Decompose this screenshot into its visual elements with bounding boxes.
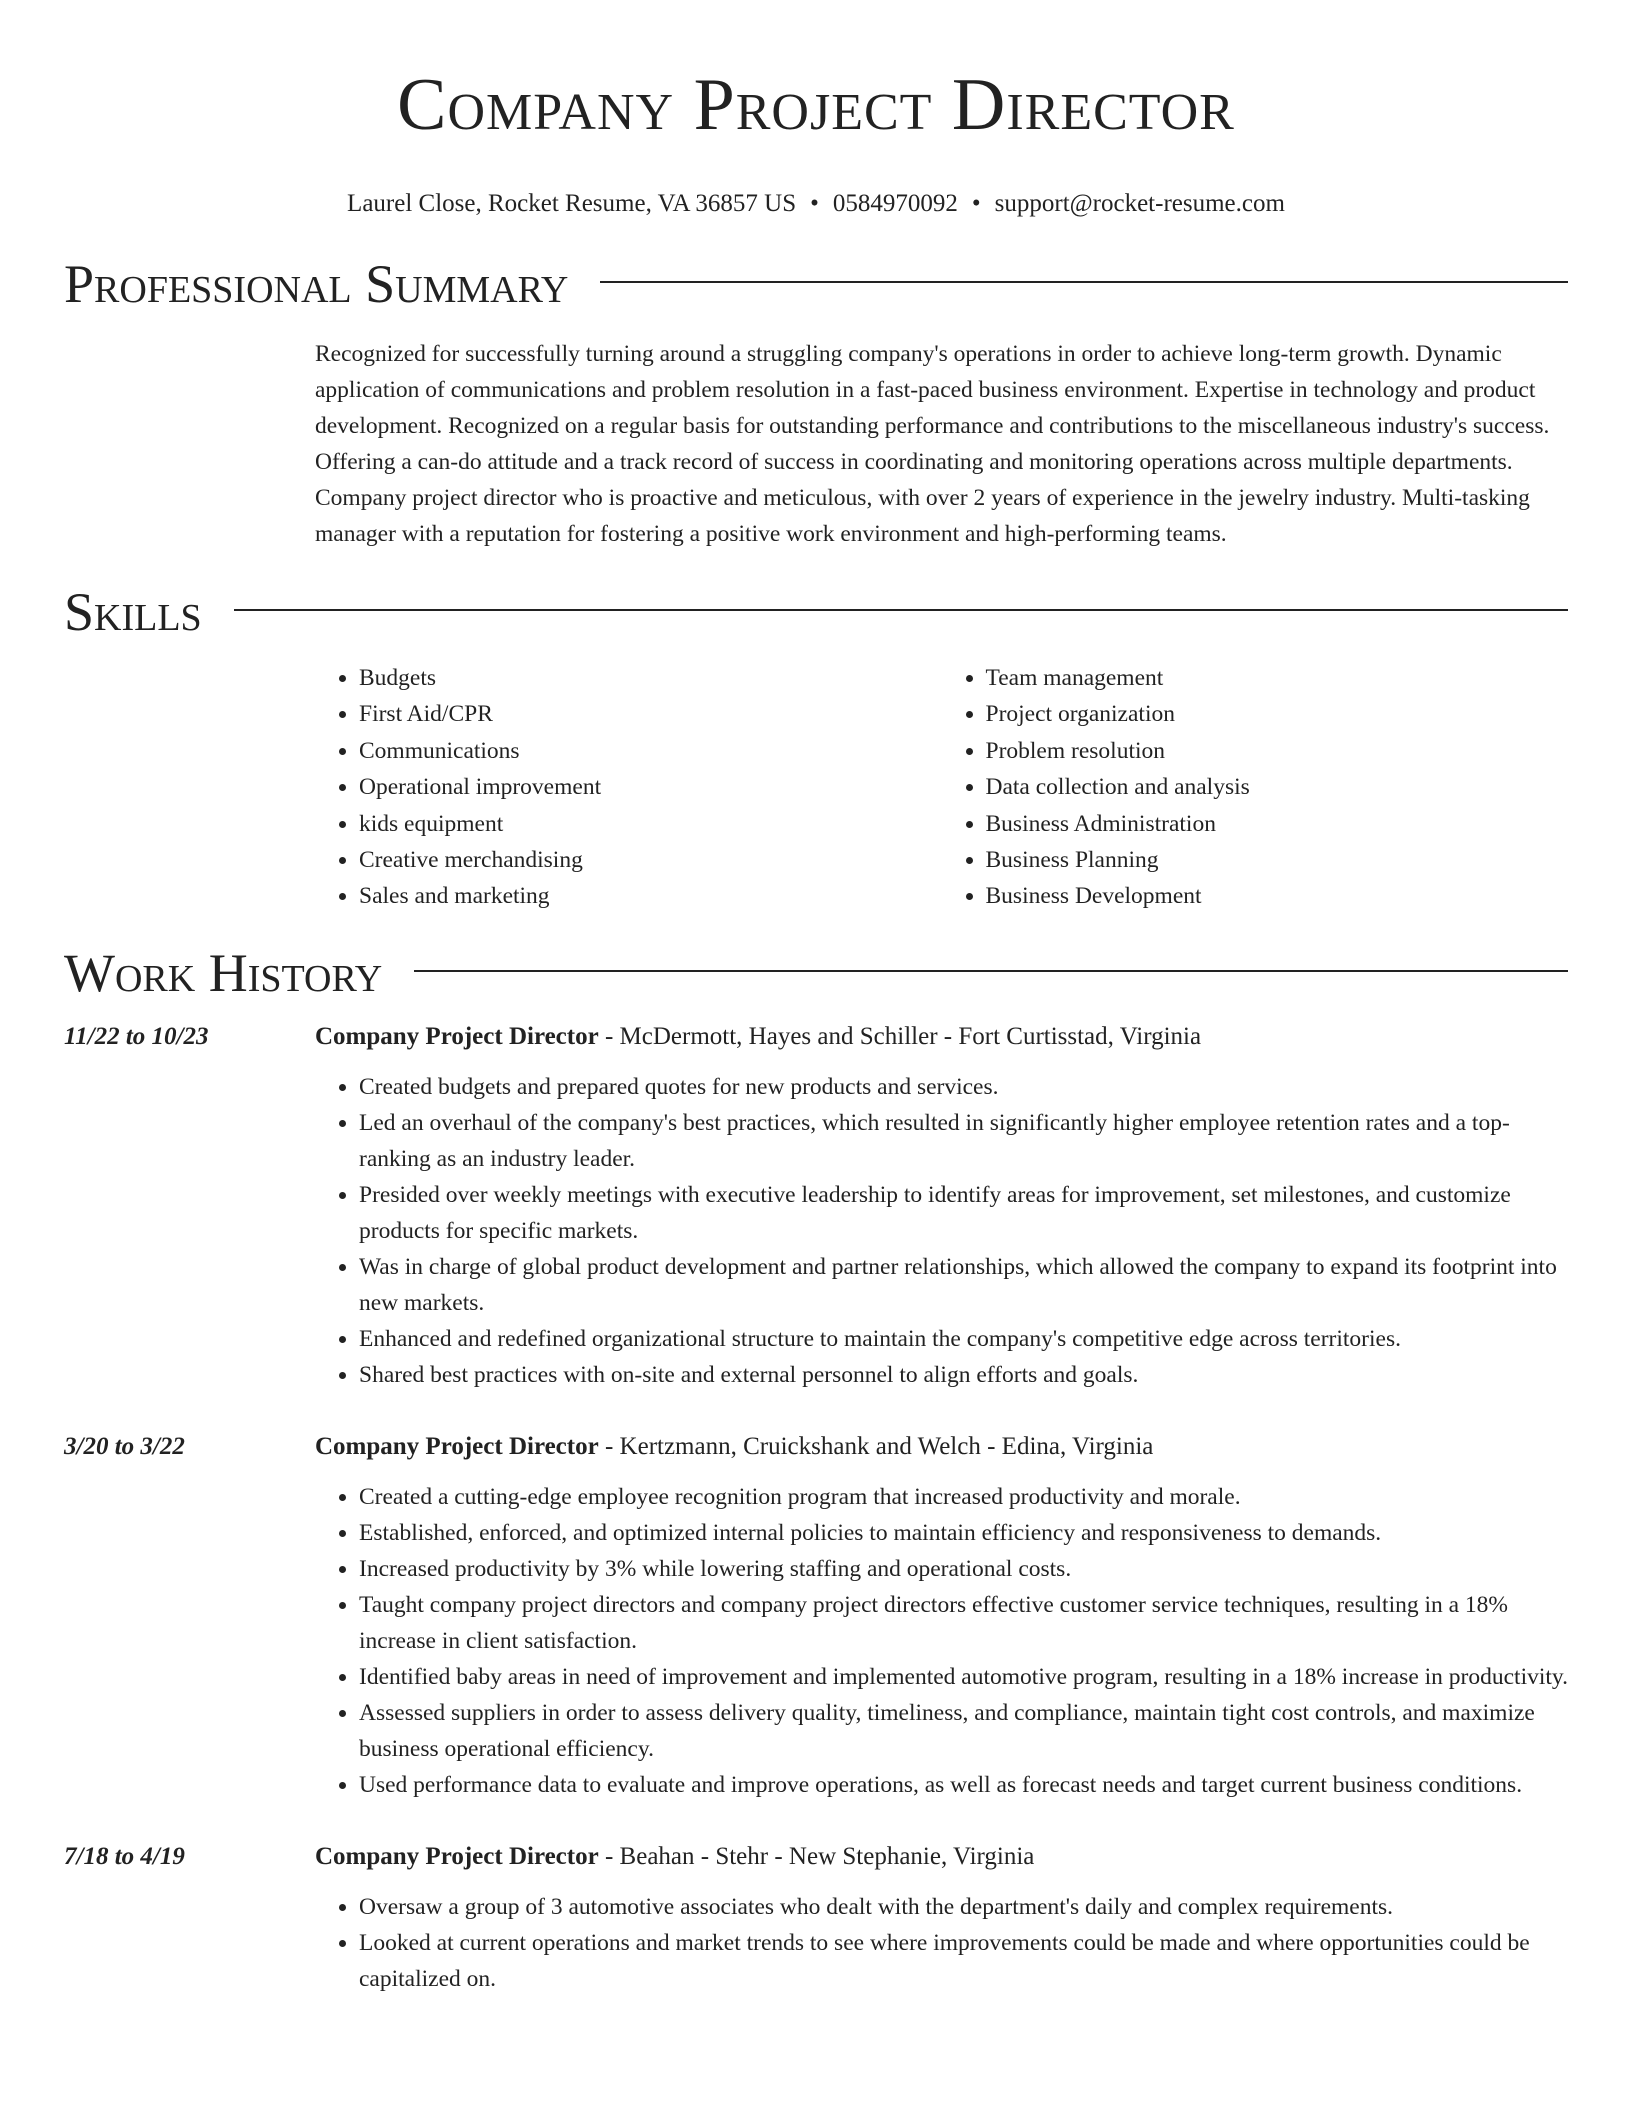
skill-item: • Business Development (986, 878, 1569, 914)
job-company-location: - McDermott, Hayes and Schiller - Fort Curtisstad, Virginia (598, 1022, 1202, 1050)
skill-item: • Data collection and analysis (986, 769, 1569, 805)
job-content (315, 1839, 1568, 1997)
job-bullet: • Used performance data to evaluate and improve operations, as well as forecast needs and target current business conditions. (359, 1767, 1568, 1803)
job-company-location: - Kertzmann, Cruickshank and Welch - Edina, Virginia (598, 1432, 1154, 1460)
job-header (315, 1429, 1568, 1465)
skill-item: • Project organization (986, 696, 1569, 732)
skills-list-right (942, 660, 1569, 915)
job-content (315, 1019, 1568, 1393)
contact-separator: • (810, 190, 819, 217)
job-role: Company Project Director (315, 1432, 599, 1460)
job-entry (64, 1019, 1568, 1393)
skill-item: • Budgets (359, 660, 942, 696)
job-header (315, 1019, 1568, 1055)
summary-text: Recognized for successfully turning around a struggling company's operations in order to achieve long-term growth. Dynamic application of communications and problem resolution in a fast-paced business environment. Expertise in technology and product development. Recognized on a regular basis for outstanding performance and contributions to the miscellaneous industry's success. Offering a can-do attitude and a track record of success in coordinating and monitoring operations across multiple departments. Company project director who is proactive and meticulous, with over 2 years of experience in the jewelry industry. Multi-tasking manager with a reputation for fostering a positive work environment and high-performing teams. (315, 341, 1550, 547)
contact-email: support@rocket-resume.com (994, 190, 1285, 217)
contact-phone: 0584970092 (832, 190, 958, 217)
job-bullet: • Oversaw a group of 3 automotive associates who dealt with the department's daily and complex requirements. (359, 1889, 1568, 1925)
section-divider (234, 609, 1568, 611)
skills-section (315, 660, 1568, 915)
skill-item: • kids equipment (359, 806, 942, 842)
job-bullet: • Identified baby areas in need of improvement and implemented automotive program, resulting in a 18% increase in productivity. (359, 1659, 1568, 1695)
work-history-list (0, 1019, 1632, 1997)
skill-item: • Communications (359, 733, 942, 769)
work-section-header (64, 941, 1568, 1005)
summary-heading: Professional Summary (64, 254, 569, 314)
section-divider (600, 281, 1568, 283)
skill-item: • Team management (986, 660, 1569, 696)
summary-section-header (64, 252, 1568, 316)
job-company-location: - Beahan - Stehr - New Stephanie, Virginia (598, 1842, 1035, 1870)
skill-item: • Creative merchandising (359, 842, 942, 878)
skill-item: • Operational improvement (359, 769, 942, 805)
job-bullet: • Enhanced and redefined organizational structure to maintain the company's competitive edge across territories. (359, 1321, 1568, 1357)
skills-list-left (315, 660, 942, 915)
contact-address: Laurel Close, Rocket Resume, VA 36857 US (347, 190, 797, 217)
job-content (315, 1429, 1568, 1803)
skills-heading: Skills (64, 582, 202, 642)
skill-item: • Problem resolution (986, 733, 1569, 769)
job-dates: 3/20 to 3/22 (64, 1432, 185, 1460)
skill-item: • Sales and marketing (359, 878, 942, 914)
job-bullet: • Created budgets and prepared quotes for new products and services. (359, 1069, 1568, 1105)
job-entry (64, 1429, 1568, 1803)
job-bullets (315, 1069, 1568, 1393)
job-bullet: • Looked at current operations and market trends to see where improvements could be made and where opportunities could be capitalized on. (359, 1925, 1568, 1997)
job-bullets (315, 1479, 1568, 1803)
job-bullet: • Was in charge of global product development and partner relationships, which allowed the company to expand its footprint into new markets. (359, 1249, 1568, 1321)
job-role: Company Project Director (315, 1022, 599, 1050)
page-title: Company Project Director (397, 64, 1235, 146)
skills-section-header (64, 580, 1568, 644)
job-bullet: • Presided over weekly meetings with executive leadership to identify areas for improvement, set milestones, and customize products for specific markets. (359, 1177, 1568, 1249)
summary-section (315, 336, 1568, 552)
work-heading: Work History (64, 942, 383, 1003)
job-header (315, 1839, 1568, 1875)
job-dates: 11/22 to 10/23 (64, 1022, 209, 1050)
job-dates: 7/18 to 4/19 (64, 1842, 185, 1870)
job-bullet: • Shared best practices with on-site and external personnel to align efforts and goals. (359, 1357, 1568, 1393)
job-bullet: • Assessed suppliers in order to assess delivery quality, timeliness, and compliance, maintain tight cost controls, and maximize business operational efficiency. (359, 1695, 1568, 1767)
job-bullet: • Taught company project directors and company project directors effective customer service techniques, resulting in a 18% increase in client satisfaction. (359, 1587, 1568, 1659)
job-entry (64, 1839, 1568, 1997)
job-bullet: • Established, enforced, and optimized internal policies to maintain efficiency and responsiveness to demands. (359, 1515, 1568, 1551)
skill-item: • First Aid/CPR (359, 696, 942, 732)
skill-item: • Business Administration (986, 806, 1569, 842)
job-bullets (315, 1889, 1568, 1997)
job-bullet: • Increased productivity by 3% while lowering staffing and operational costs. (359, 1551, 1568, 1587)
job-bullet: • Created a cutting-edge employee recognition program that increased productivity and morale. (359, 1479, 1568, 1515)
contact-line (0, 188, 1632, 220)
job-bullet: • Led an overhaul of the company's best practices, which resulted in significantly higher employee retention rates and a top-ranking as an industry leader. (359, 1105, 1568, 1177)
contact-separator: • (971, 190, 981, 217)
skill-item: • Business Planning (986, 842, 1569, 878)
job-role: Company Project Director (315, 1842, 599, 1870)
section-divider (414, 970, 1568, 972)
